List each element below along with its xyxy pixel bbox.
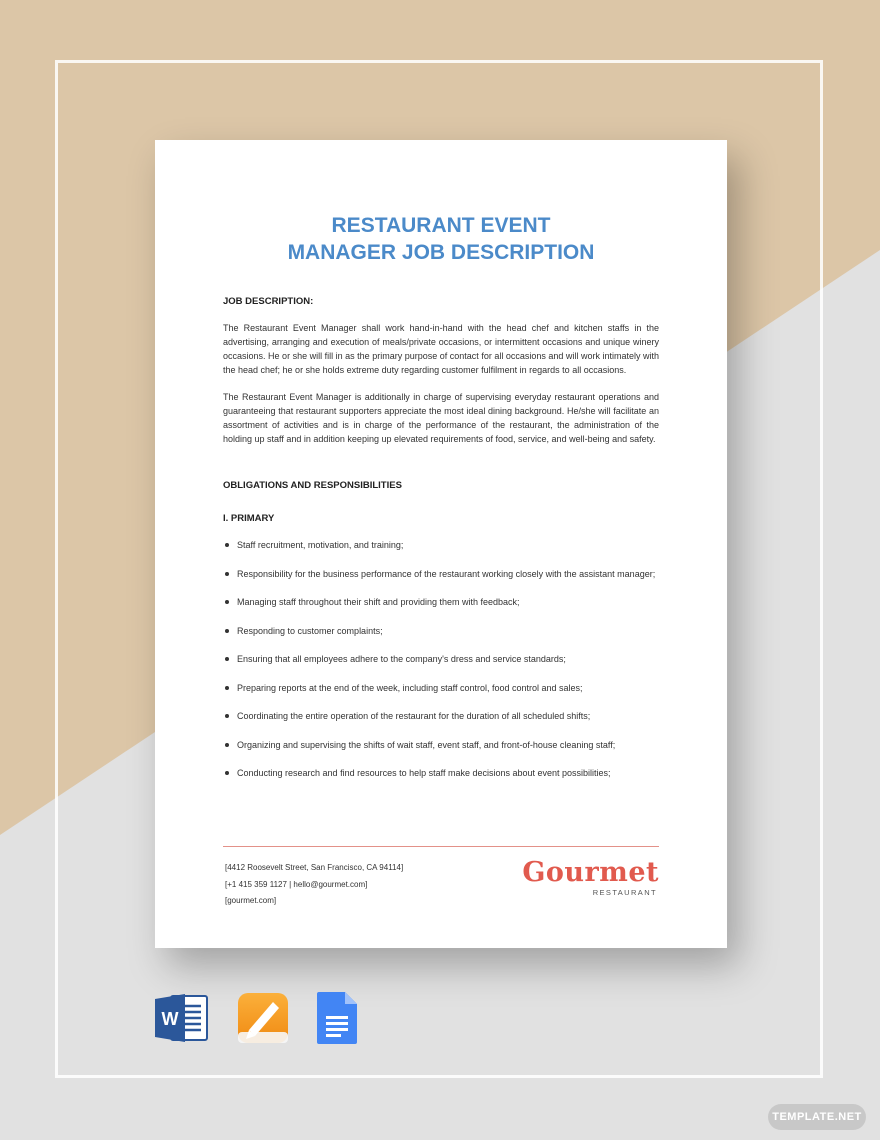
bullet-icon — [225, 714, 229, 718]
list-item — [223, 738, 659, 753]
footer-phone-email: [+1 415 359 1127 | hello@gourmet.com] — [225, 879, 368, 889]
google-docs-icon[interactable] — [317, 992, 359, 1049]
logo-wordmark: Gourmet — [522, 857, 659, 888]
title-line-1: RESTAURANT EVENT — [331, 214, 551, 237]
footer-website: [gourmet.com] — [225, 896, 277, 905]
list-item-text: Staff recruitment, motivation, and training; — [237, 540, 404, 550]
obligations-heading: OBLIGATIONS AND RESPONSIBILITIES — [223, 480, 402, 491]
list-item — [223, 709, 659, 724]
list-item-text: Conducting research and find resources to help staff make decisions about event possibilities; — [237, 768, 611, 778]
document-page — [155, 140, 727, 948]
list-item-text: Responding to customer complaints; — [237, 625, 383, 636]
paragraph-1: The Restaurant Event Manager shall work hand-in-hand with the head chef and kitchen staffs in the advertising, arranging and execution of meals/private occasions, or intermittent occasions and unique winery occasions. He or she will fill in as the primary purpose of contact for all occasions and will work intimately with the head chef; he or she holds extreme duty regarding customer fulfilment in regards to all occasions. — [223, 323, 659, 375]
list-item — [223, 567, 659, 582]
list-item-text: Coordinating the entire operation of the restaurant for the duration of all scheduled shifts; — [237, 711, 591, 721]
list-item-text: Ensuring that all employees adhere to the company's dress and service standards; — [237, 654, 566, 664]
list-item-text: Managing staff throughout their shift and providing them with feedback; — [237, 597, 520, 607]
list-item — [223, 624, 659, 639]
title-line-2: MANAGER JOB DESCRIPTION — [287, 241, 595, 264]
responsibilities-list — [223, 538, 659, 781]
bullet-icon — [225, 543, 229, 547]
job-description-heading: JOB DESCRIPTION: — [223, 296, 314, 307]
logo-subtitle: RESTAURANT — [592, 888, 657, 897]
bullet-icon — [225, 572, 229, 576]
list-item — [223, 538, 659, 553]
list-item — [223, 766, 659, 781]
primary-heading: I. PRIMARY — [223, 513, 275, 524]
footer-divider — [223, 846, 659, 847]
bullet-icon — [225, 600, 229, 604]
list-item — [223, 681, 659, 696]
list-item — [223, 595, 659, 610]
word-icon[interactable] — [155, 992, 209, 1049]
list-item-text: Responsibility for the business performance of the restaurant working closely with the assistant manager; — [237, 568, 656, 579]
bullet-icon — [225, 771, 229, 775]
document-title — [223, 212, 659, 266]
template-net-watermark: TEMPLATE.NET — [768, 1104, 866, 1130]
bullet-icon — [225, 629, 229, 633]
footer-contact — [225, 860, 403, 910]
bullet-icon — [225, 686, 229, 690]
svg-text:W: W — [161, 1009, 179, 1029]
list-item-text: Preparing reports at the end of the week, including staff control, food control and sales; — [237, 682, 583, 693]
pages-icon[interactable] — [237, 992, 289, 1049]
paragraph-2: The Restaurant Event Manager is additionally in charge of supervising everyday restaurant operations and guaranteeing that restaurant supporters appreciate the most ideal dining background. He/she will facilitate an assortment of activities and is in charge of the performance of the restaurant, the administration of the holding up staff and in addition keeping up elevated requirements of food, service, and well-being and safety. — [223, 392, 659, 444]
list-item — [223, 652, 659, 667]
bullet-icon — [225, 657, 229, 661]
list-item-text: Organizing and supervising the shifts of wait staff, event staff, and front-of-house cleaning staff; — [237, 739, 616, 750]
footer-address: [4412 Roosevelt Street, San Francisco, CA 94114] — [225, 863, 404, 872]
bullet-icon — [225, 743, 229, 747]
gourmet-logo — [522, 858, 659, 897]
